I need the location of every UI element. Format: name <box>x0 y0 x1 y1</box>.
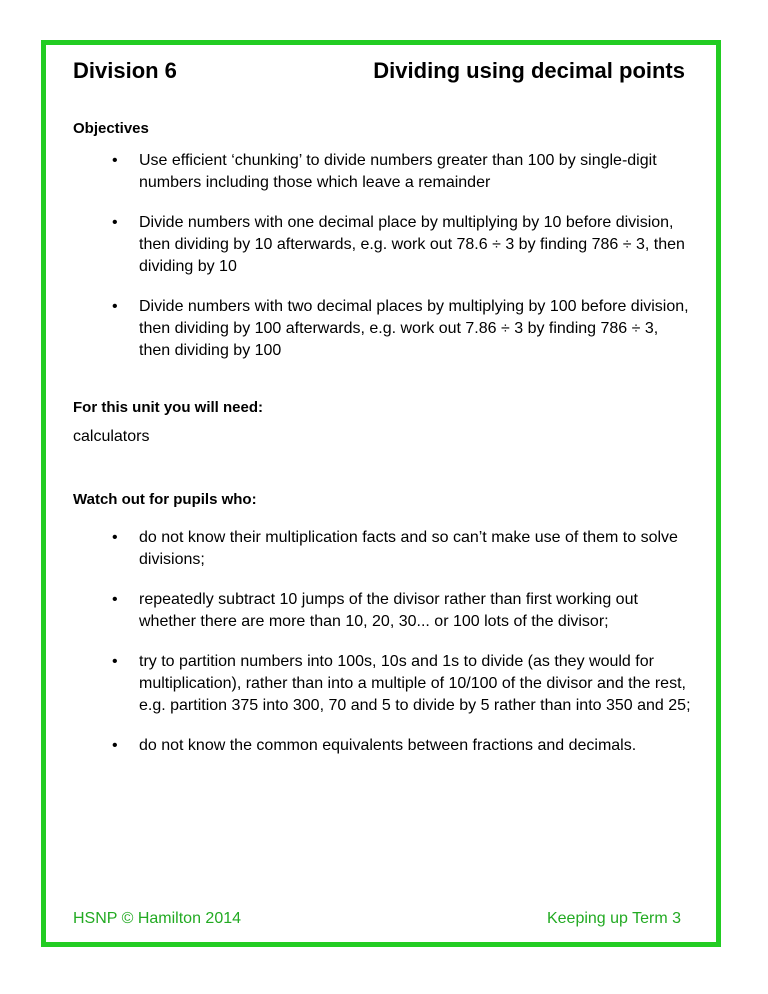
list-item: • try to partition numbers into 100s, 10s and 1s to divide (as they would for multiplication), rather than into a multiple of 10/100 of the divisor and the rest, e.g. partition 375 into 300, 70 and 5 to divide by 5 rather than into 350 and 25; <box>73 651 693 717</box>
list-item: • repeatedly subtract 10 jumps of the divisor rather than first working out whether there are more than 10, 20, 30... or 100 lots of the divisor; <box>73 589 693 633</box>
page-subtitle: Dividing using decimal points <box>373 58 685 83</box>
list-item: • Use efficient ‘chunking’ to divide numbers greater than 100 by single-digit numbers including those which leave a remainder <box>73 150 693 194</box>
needs-heading: For this unit you will need: <box>73 399 263 416</box>
needs-text: calculators <box>73 428 150 445</box>
list-item: • do not know the common equivalents between fractions and decimals. <box>73 735 693 757</box>
footer-unit: Keeping up Term 3 <box>546 910 681 927</box>
list-item: • do not know their multiplication facts and so can’t make use of them to solve divisions; <box>73 527 693 571</box>
list-item: • Divide numbers with two decimal places by multiplying by 100 before division, then dividing by 100 afterwards, e.g. work out 7.86 ÷ 3 by finding 786 ÷ 3, then dividing by 100 <box>73 296 693 362</box>
objectives-list <box>73 150 693 362</box>
watch-out-heading: Watch out for pupils who: <box>73 491 257 508</box>
page-title: Division 6 <box>73 58 177 83</box>
list-item: • Divide numbers with one decimal place by multiplying by 10 before division, then dividing by 10 afterwards, e.g. work out 78.6 ÷ 3 by finding 786 ÷ 3, then dividing by 10 <box>73 212 693 278</box>
page-header <box>73 58 685 92</box>
watch-out-list <box>73 527 693 757</box>
footer-copyright: HSNP © Hamilton 2014 <box>73 910 242 927</box>
objectives-heading: Objectives <box>73 120 149 137</box>
